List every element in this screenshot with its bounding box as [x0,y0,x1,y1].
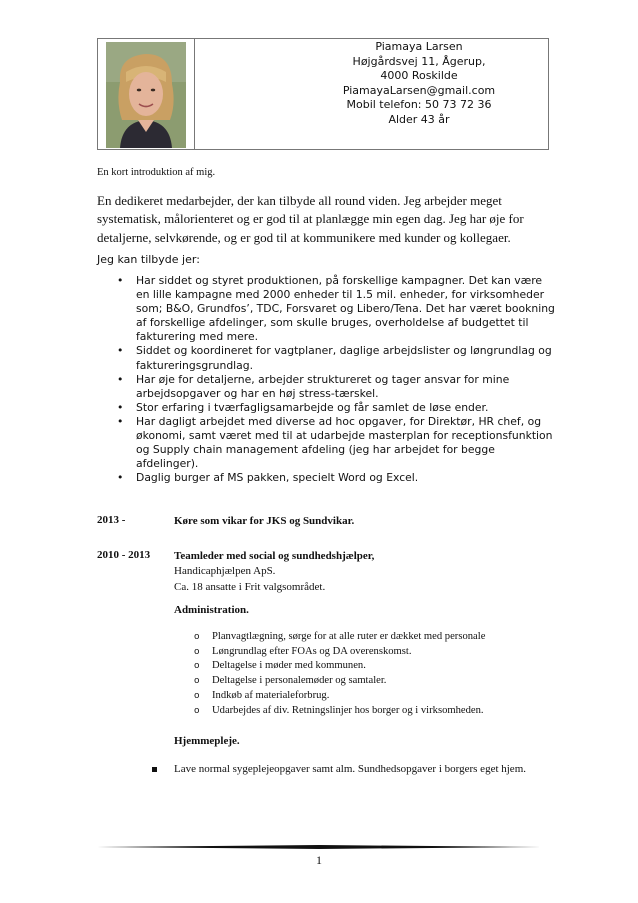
circle-bullet-icon: o [194,646,200,657]
experience-title: Køre som vikar for JKS og Sundvikar. [174,515,355,527]
age-line: Alder 43 år [388,112,450,126]
experience-years: 2013 - [97,514,126,526]
list-item: o Løngrundlag efter FOAs og DA overenskomst. [194,645,485,660]
bullet-icon: • [117,372,124,386]
list-item: o Deltagelse i personalemøder og samtaler. [194,674,485,689]
header-box [97,38,549,150]
circle-bullet-icon: o [194,705,200,716]
address-line: Højgårdsvej 11, Ågerup, [352,54,486,68]
circle-bullet-icon: o [194,690,200,701]
offer-label: Jeg kan tilbyde jer: [97,253,200,266]
experience-years: 2010 - 2013 [97,549,151,561]
email-line: PiamayaLarsen@gmail.com [342,83,496,97]
experience-details [174,549,374,595]
experience-title: Teamleder med social og sundhedshjælper, [174,550,375,562]
bullet-icon: • [117,344,124,358]
phone-line: Mobil telefon: 50 73 72 36 [346,98,492,112]
city-line: 4000 Roskilde [380,69,458,83]
offer-list [117,274,557,485]
intro-paragraph: En dedikeret medarbejder, der kan tilbyde all round viden. Jeg arbejder meget systematisk, målorienteret og er god til at planlægge min egen dag. Jeg har øje for detaljerne, selvkørende, og er god til at kommunikere med kunder og kollegaer. [97,193,524,245]
bullet-icon: • [117,274,124,287]
list-item: o Planvagtlægning, sørge for at alle ruter er dækket med personale [194,630,485,645]
bullet-icon: • [117,414,124,428]
home-heading: Hjemmepleje. [174,735,240,747]
circle-bullet-icon: o [194,676,200,687]
bullet-icon: • [117,471,124,485]
list-item: • Har dagligt arbejdet med diverse ad hoc opgaver, for Direktør, HR chef, og økonomi, samt været med til at udarbejde masterplan for receptionsfunktion og Supply chain management afdeling (jeg har arbejdet for begge afdelinger). [117,414,553,471]
list-item: o Indkøb af materialeforbrug. [194,689,485,704]
list-item: • Har øje for detaljerne, arbejder struktureret og tager ansvar for mine arbejdsopgaver og har en høj stress-tærskel. [117,372,510,400]
employer: Handicaphjælpen ApS. [174,565,276,578]
list-item: o Udarbejdes af div. Retningslinjer hos borger og i virksomheden. [194,704,485,719]
staff-info: Ca. 18 ansatte i Frit valgsområdet. [174,580,326,593]
circle-bullet-icon: o [194,661,200,672]
contact-info [195,39,548,149]
list-item: • Siddet og koordineret for vagtplaner, daglige arbejdslister og løngrundlag og faktureringsgrundlag. [117,344,552,372]
square-bullet-icon [152,767,157,772]
footer-divider [97,845,541,849]
list-item: o Deltagelse i møder med kommunen. [194,659,485,674]
list-item: • Daglig burger af MS pakken, specielt Word og Excel. [117,471,419,485]
intro-label: En kort introduktion af mig. [97,167,216,178]
admin-heading: Administration. [174,604,249,616]
circle-bullet-icon: o [194,632,200,642]
photo-cell [98,39,195,149]
list-item: Lave normal sygeplejeopgaver samt alm. Sundhedsopgaver i borgers eget hjem. [152,762,532,777]
bullet-icon: • [117,400,124,414]
list-item: • Har siddet og styret produktionen, på forskellige kampagner. Det kan være en lille kampagne med 2000 enheder til 1.5 mil. enheder, for virksomheder som; B&O, Grundfos’, TDC, Forsvaret og Libero/Tena. Det har været bookning af forskellige afdelinger, som skulle bruges, overholdelse af budgettet til fakturering med mere. [117,274,555,344]
list-item: • Stor erfaring i tværfagligsamarbejde og får samlet de løse ender. [117,400,489,414]
page-number: 1 [316,853,322,867]
profile-photo [106,42,186,148]
candidate-name: Piamaya Larsen [375,40,463,53]
admin-list [194,630,485,718]
